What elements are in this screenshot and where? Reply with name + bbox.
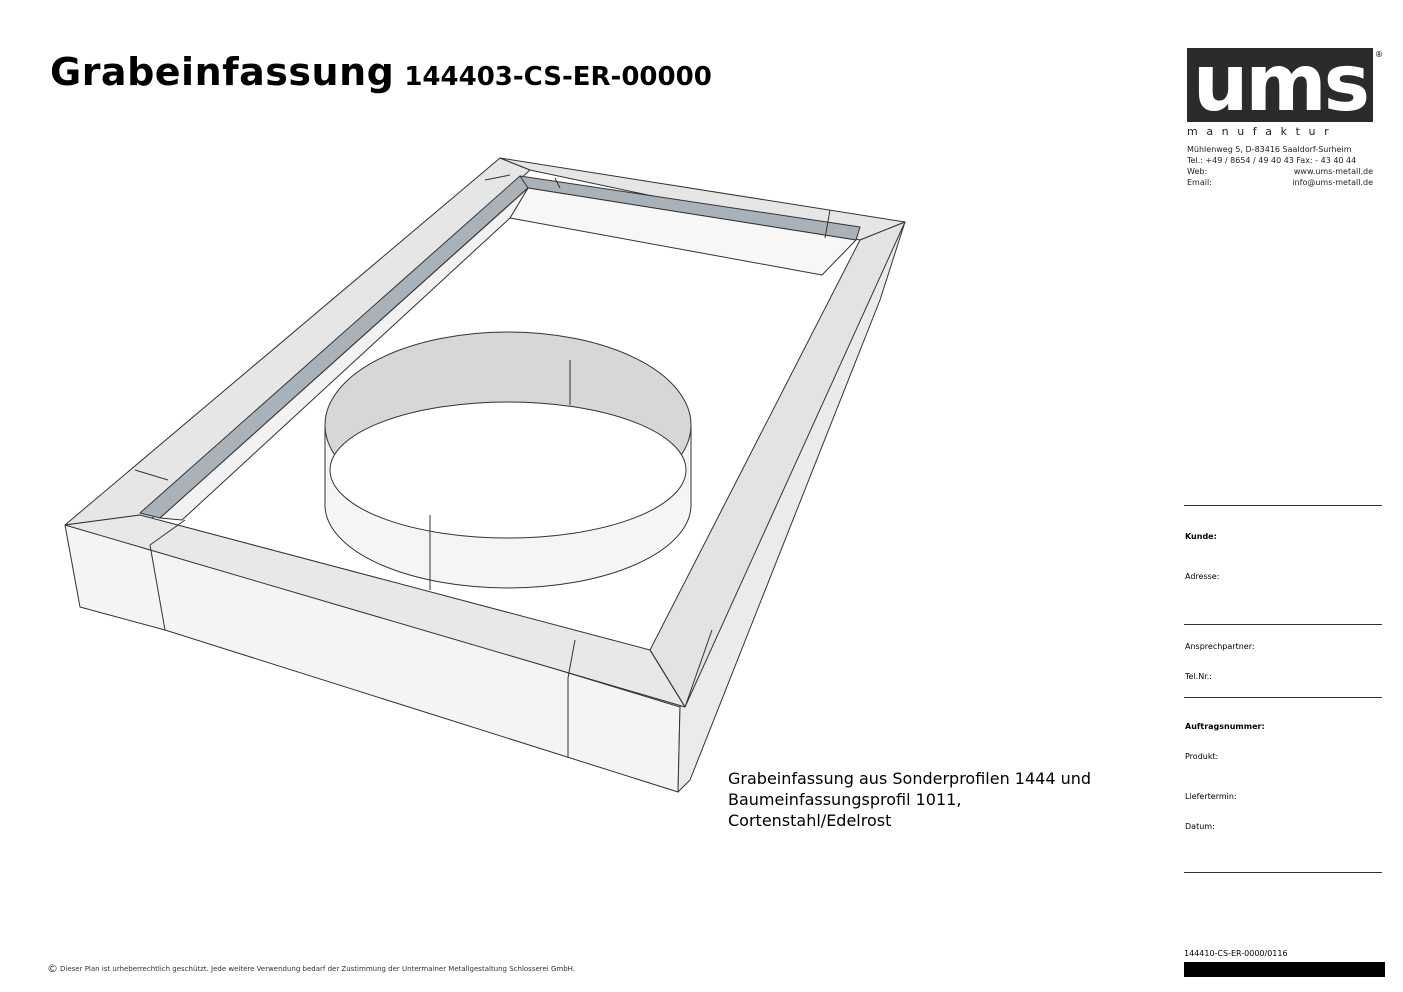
copyright-footer	[47, 962, 575, 975]
contact-person-label: Ansprechpartner:	[1185, 642, 1255, 651]
ums-logo: ums	[1187, 48, 1373, 122]
customer-label: Kunde:	[1185, 532, 1217, 541]
product-code: 144403-CS-ER-00000	[404, 62, 712, 92]
form-divider	[1184, 624, 1382, 625]
form-divider	[1184, 872, 1382, 873]
form-divider	[1184, 505, 1382, 506]
phone-label: Tel.Nr.:	[1185, 672, 1212, 681]
document-number: 144410-CS-ER-0000/0116	[1184, 949, 1288, 958]
title-text: Grabeinfassung	[50, 50, 395, 94]
email-address: info@ums-metall.de	[1292, 178, 1373, 187]
form-divider	[1184, 697, 1382, 698]
address-label: Adresse:	[1185, 572, 1220, 581]
company-phone-fax: Tel.: +49 / 8654 / 49 40 43 Fax: - 43 40 44	[1187, 156, 1357, 165]
registered-mark: ®	[1375, 50, 1383, 59]
delivery-date-label: Liefertermin:	[1185, 792, 1237, 801]
date-label: Datum:	[1185, 822, 1215, 831]
ring-profile	[325, 332, 691, 590]
document-number-bar	[1184, 962, 1385, 977]
product-label: Produkt:	[1185, 752, 1219, 761]
order-number-label: Auftragsnummer:	[1185, 722, 1265, 731]
caption-line-2: Baumeinfassungsprofil 1011,	[728, 790, 962, 809]
web-label: Web:	[1187, 167, 1208, 176]
copyright-text: Dieser Plan ist urheberrechtlich geschützt. Jede weitere Verwendung bedarf der Zustimmung der Untermainer Metallgestaltung Schlosserei GmbH.	[60, 965, 576, 973]
frame-right-face	[678, 222, 905, 792]
caption-line-3: Cortenstahl/Edelrost	[728, 811, 892, 830]
web-address: www.ums-metall.de	[1293, 167, 1373, 176]
drawing-caption	[728, 768, 1148, 831]
copyright-icon: ©	[47, 962, 58, 975]
logo-subtitle: manufaktur	[1187, 125, 1338, 138]
email-label: Email:	[1187, 178, 1212, 187]
caption-line-1: Grabeinfassung aus Sonderprofilen 1444 und	[728, 769, 1092, 788]
company-address: Mühlenweg 5, D-83416 Saaldorf-Surheim	[1187, 145, 1352, 154]
ring-inner-opening	[330, 402, 686, 538]
